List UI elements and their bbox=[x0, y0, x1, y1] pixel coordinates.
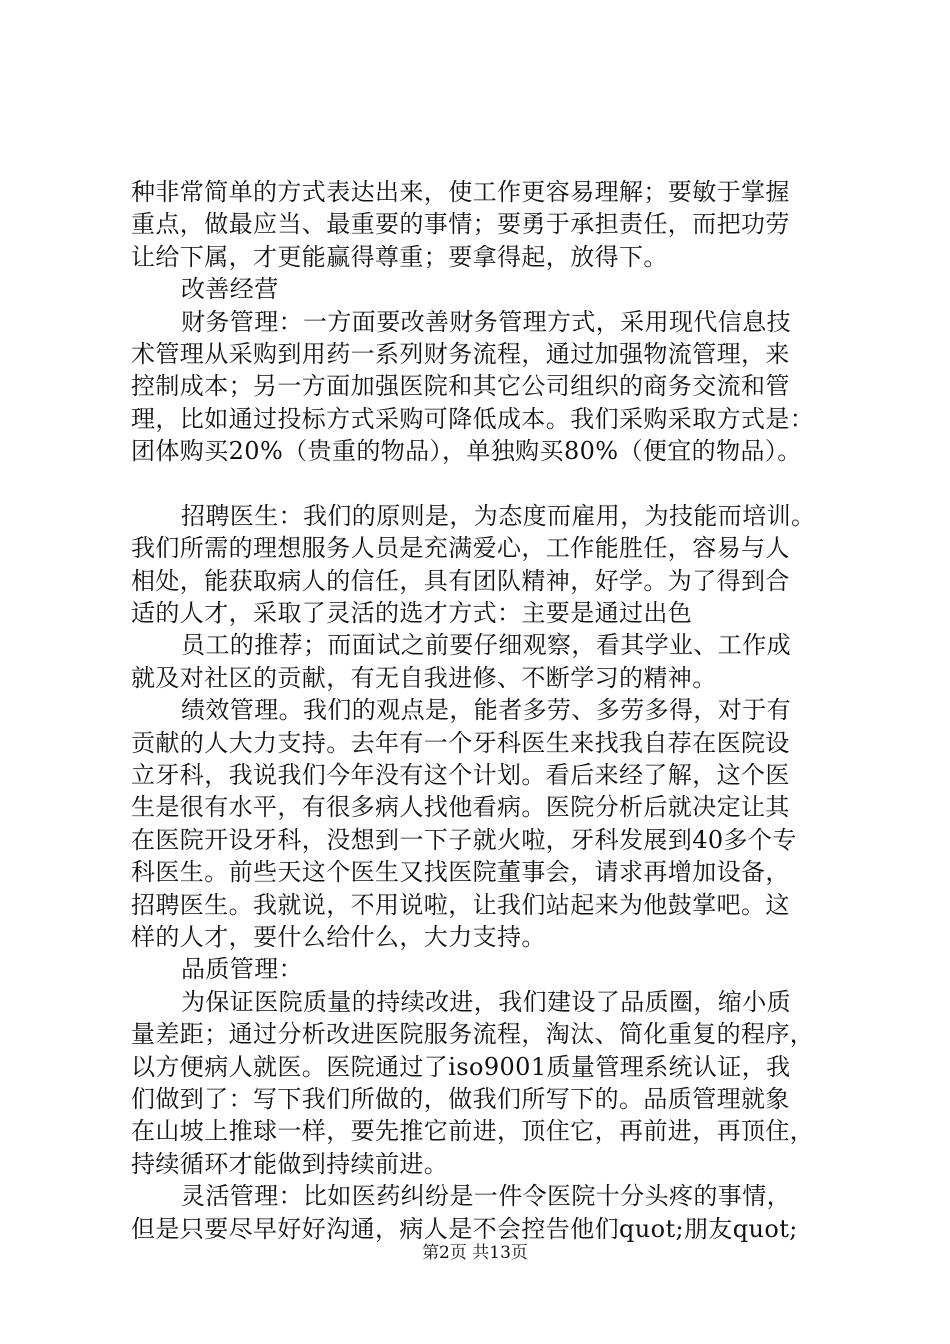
text-line: 科医生。前些天这个医生又找医院董事会，请求再增加设备， bbox=[131, 858, 790, 887]
text-line: 们做到了：写下我们所做的，做我们所写下的。品质管理就象 bbox=[131, 1084, 790, 1113]
document-body bbox=[131, 176, 831, 1245]
text-line: 灵活管理：比如医药纠纷是一件令医院十分头疼的事情， bbox=[181, 1182, 791, 1211]
text-line: 术管理从采购到用药一系列财务流程，通过加强物流管理，来 bbox=[131, 339, 790, 368]
text-line: 贡献的人大力支持。去年有一个牙科医生来找我自荐在医院设 bbox=[131, 728, 790, 757]
text-line: 样的人才，要什么给什么，大力支持。 bbox=[131, 922, 546, 951]
text-line: 重点，做最应当、最重要的事情；要勇于承担责任，而把功劳 bbox=[131, 210, 790, 239]
blank-line bbox=[131, 468, 831, 500]
text-line: 理，比如通过投标方式采购可降低成本。我们采购采取方式是： bbox=[131, 404, 815, 433]
text-line: 适的人才，采取了灵活的选才方式：主要是通过出色 bbox=[131, 599, 693, 628]
text-line: 绩效管理。我们的观点是，能者多劳、多劳多得，对于有 bbox=[181, 696, 791, 725]
text-line: 让给下属，才更能赢得尊重；要拿得起，放得下。 bbox=[131, 242, 668, 271]
text-line: 团体购买20%（贵重的物品），单独购买80%（便宜的物品）。 bbox=[131, 437, 802, 466]
text-line: 品质管理： bbox=[181, 955, 303, 984]
text-line: 改善经营 bbox=[181, 275, 279, 304]
text-line: 为保证医院质量的持续改进，我们建设了品质圈，缩小质 bbox=[181, 987, 791, 1016]
text-line: 招聘医生：我们的原则是，为态度而雇用，为技能而培训。 bbox=[181, 501, 816, 530]
text-line: 我们所需的理想服务人员是充满爱心，工作能胜任，容易与人 bbox=[131, 534, 790, 563]
text-line: 立牙科，我说我们今年没有这个计划。看后来经了解，这个医 bbox=[131, 761, 790, 790]
text-line: 量差距；通过分析改进医院服务流程，淘汰、简化重复的程序， bbox=[131, 1020, 815, 1049]
text-line: 在山坡上推球一样，要先推它前进，顶住它，再前进，再顶住， bbox=[131, 1117, 815, 1146]
text-line: 在医院开设牙科，没想到一下子就火啦，牙科发展到40多个专 bbox=[131, 825, 797, 854]
page-footer: 第2页 共13页 bbox=[422, 1243, 528, 1263]
text-line: 相处，能获取病人的信任，具有团队精神，好学。为了得到合 bbox=[131, 566, 790, 595]
text-line: 控制成本；另一方面加强医院和其它公司组织的商务交流和管 bbox=[131, 372, 790, 401]
text-line: 财务管理：一方面要改善财务管理方式，采用现代信息技 bbox=[181, 307, 791, 336]
text-line: 种非常简单的方式表达出来，使工作更容易理解；要敏于掌握 bbox=[131, 178, 790, 206]
text-line: 生是很有水平，有很多病人找他看病。医院分析后就决定让其 bbox=[131, 793, 790, 822]
text-line: 以方便病人就医。医院通过了iso9001质量管理系统认证，我 bbox=[131, 1052, 791, 1081]
text-line: 但是只要尽早好好沟通，病人是不会控告他们quot;朋友quot; bbox=[131, 1214, 798, 1243]
text-line: 就及对社区的贡献，有无自我进修、不断学习的精神。 bbox=[131, 663, 717, 692]
text-line: 持续循环才能做到持续前进。 bbox=[131, 1149, 449, 1178]
text-line: 招聘医生。我就说，不用说啦，让我们站起来为他鼓掌吧。这 bbox=[131, 890, 790, 919]
text-line: 员工的推荐；而面试之前要仔细观察，看其学业、工作成 bbox=[181, 631, 791, 660]
